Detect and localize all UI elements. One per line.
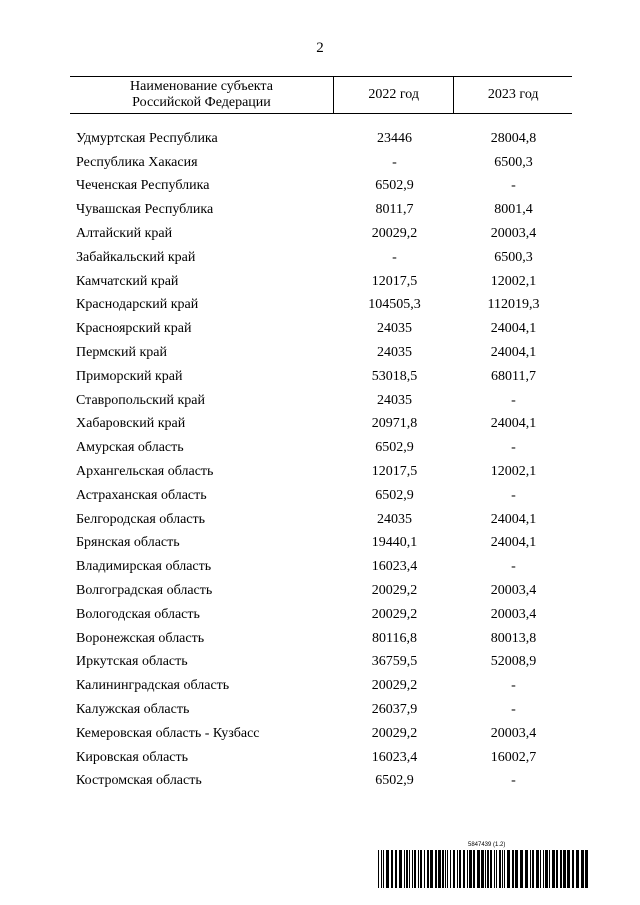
region-name: Приморский край	[76, 368, 183, 384]
value-2022: 53018,5	[371, 368, 418, 384]
value-2023: 16002,7	[490, 749, 537, 765]
value-2022: 20029,2	[371, 606, 418, 622]
region-name: Кировская область	[76, 749, 189, 765]
region-name: Пермский край	[76, 345, 167, 361]
value-2023: 8001,4	[494, 202, 533, 218]
value-2022: 24035	[377, 321, 412, 337]
value-2023: 20003,4	[490, 226, 537, 242]
value-2023: -	[511, 440, 516, 456]
header-year-2022: 2022 год	[333, 77, 454, 113]
region-name: Краснодарский край	[76, 297, 199, 313]
region-name: Калининградская область	[76, 678, 230, 694]
value-2023: 24004,1	[490, 535, 537, 551]
value-2022: 19440,1	[371, 535, 418, 551]
region-name: Астраханская область	[76, 487, 207, 503]
region-name: Алтайский край	[76, 226, 173, 242]
region-name: Воронежская область	[76, 630, 205, 646]
value-2023: 6500,3	[494, 154, 533, 170]
region-name: Архангельская область	[76, 464, 214, 480]
value-2022: -	[392, 249, 397, 265]
value-2023: 28004,8	[490, 130, 537, 146]
value-2023: -	[511, 559, 516, 575]
region-name: Волгоградская область	[76, 583, 213, 599]
table-row	[70, 484, 572, 508]
value-2023: 12002,1	[490, 273, 537, 289]
table-row	[70, 460, 572, 484]
table-row	[70, 555, 572, 579]
region-name: Вологодская область	[76, 606, 200, 622]
table-row	[70, 294, 572, 318]
table-row	[70, 270, 572, 294]
value-2022: 6502,9	[375, 773, 414, 789]
table-row	[70, 698, 572, 722]
table-row	[70, 222, 572, 246]
value-2023: -	[511, 773, 516, 789]
value-2022: 80116,8	[372, 630, 417, 646]
value-2022: 16023,4	[371, 749, 418, 765]
region-name: Кемеровская область - Кузбасс	[76, 725, 260, 741]
table-row	[70, 603, 572, 627]
region-name: Красноярский край	[76, 321, 192, 337]
value-2022: 104505,3	[368, 297, 421, 313]
table-row	[70, 627, 572, 651]
value-2023: 20003,4	[490, 606, 537, 622]
value-2023: -	[511, 178, 516, 194]
table-row	[70, 198, 572, 222]
table-row	[70, 389, 572, 413]
value-2023: 20003,4	[490, 725, 537, 741]
region-name: Владимирская область	[76, 559, 212, 575]
value-2022: 23446	[377, 130, 412, 146]
value-2022: 24035	[377, 511, 412, 527]
regions-table	[70, 76, 572, 793]
table-row	[70, 127, 572, 151]
value-2023: 80013,8	[490, 630, 537, 646]
value-2023: 24004,1	[490, 416, 537, 432]
table-row	[70, 674, 572, 698]
value-2022: 16023,4	[371, 559, 418, 575]
region-name: Чеченская Республика	[76, 178, 210, 194]
value-2022: 36759,5	[371, 654, 418, 670]
table-row	[70, 436, 572, 460]
value-2023: 52008,9	[490, 654, 537, 670]
region-name: Ставропольский край	[76, 392, 205, 408]
value-2023: 24004,1	[490, 511, 537, 527]
region-name: Костромская область	[76, 773, 202, 789]
value-2022: 6502,9	[375, 440, 414, 456]
value-2022: 8011,7	[375, 202, 414, 218]
table-row	[70, 722, 572, 746]
value-2023: 6500,3	[494, 249, 533, 265]
table-row	[70, 365, 572, 389]
region-name: Амурская область	[76, 440, 184, 456]
value-2022: 6502,9	[375, 487, 414, 503]
header-region-name	[70, 77, 333, 113]
barcode	[378, 842, 590, 892]
value-2022: -	[392, 154, 397, 170]
table-header	[70, 76, 572, 114]
region-name: Забайкальский край	[76, 249, 196, 265]
page-number: 2	[316, 40, 324, 56]
value-2022: 26037,9	[371, 702, 418, 718]
table-row	[70, 532, 572, 556]
table-row	[70, 651, 572, 675]
table-row	[70, 317, 572, 341]
value-2023: -	[511, 702, 516, 718]
value-2022: 12017,5	[371, 273, 418, 289]
table-row	[70, 175, 572, 199]
value-2022: 12017,5	[371, 464, 418, 480]
region-name: Хабаровский край	[76, 416, 186, 432]
header-region-name-line1: Наименование субъекта	[130, 79, 273, 94]
value-2023: -	[511, 392, 516, 408]
table-row	[70, 151, 572, 175]
region-name: Удмуртская Республика	[76, 130, 218, 146]
table-body	[70, 127, 572, 793]
region-name: Иркутская область	[76, 654, 188, 670]
table-row	[70, 770, 572, 794]
value-2023: 112019,3	[487, 297, 540, 313]
header-region-name-line2: Российской Федерации	[132, 95, 271, 110]
value-2022: 20029,2	[371, 226, 418, 242]
value-2023: 20003,4	[490, 583, 537, 599]
value-2022: 20029,2	[371, 725, 418, 741]
value-2023: -	[511, 678, 516, 694]
value-2023: 24004,1	[490, 321, 537, 337]
value-2023: 12002,1	[490, 464, 537, 480]
value-2023: -	[511, 487, 516, 503]
region-name: Белгородская область	[76, 511, 206, 527]
barcode-label: 5847439 (1.2)	[468, 842, 506, 848]
table-row	[70, 746, 572, 770]
value-2022: 20029,2	[371, 583, 418, 599]
table-row	[70, 579, 572, 603]
table-row	[70, 413, 572, 437]
value-2023: 68011,7	[491, 368, 536, 384]
region-name: Калужская область	[76, 702, 190, 718]
value-2022: 20971,8	[371, 416, 418, 432]
barcode-graphic	[378, 850, 590, 890]
value-2022: 24035	[377, 345, 412, 361]
value-2022: 6502,9	[375, 178, 414, 194]
table-row	[70, 508, 572, 532]
region-name: Камчатский край	[76, 273, 179, 289]
header-year-2023: 2023 год	[453, 77, 572, 113]
value-2022: 24035	[377, 392, 412, 408]
value-2023: 24004,1	[490, 345, 537, 361]
table-row	[70, 246, 572, 270]
table-row	[70, 341, 572, 365]
region-name: Брянская область	[76, 535, 180, 551]
region-name: Чувашская Республика	[76, 202, 214, 218]
region-name: Республика Хакасия	[76, 154, 198, 170]
value-2022: 20029,2	[371, 678, 418, 694]
